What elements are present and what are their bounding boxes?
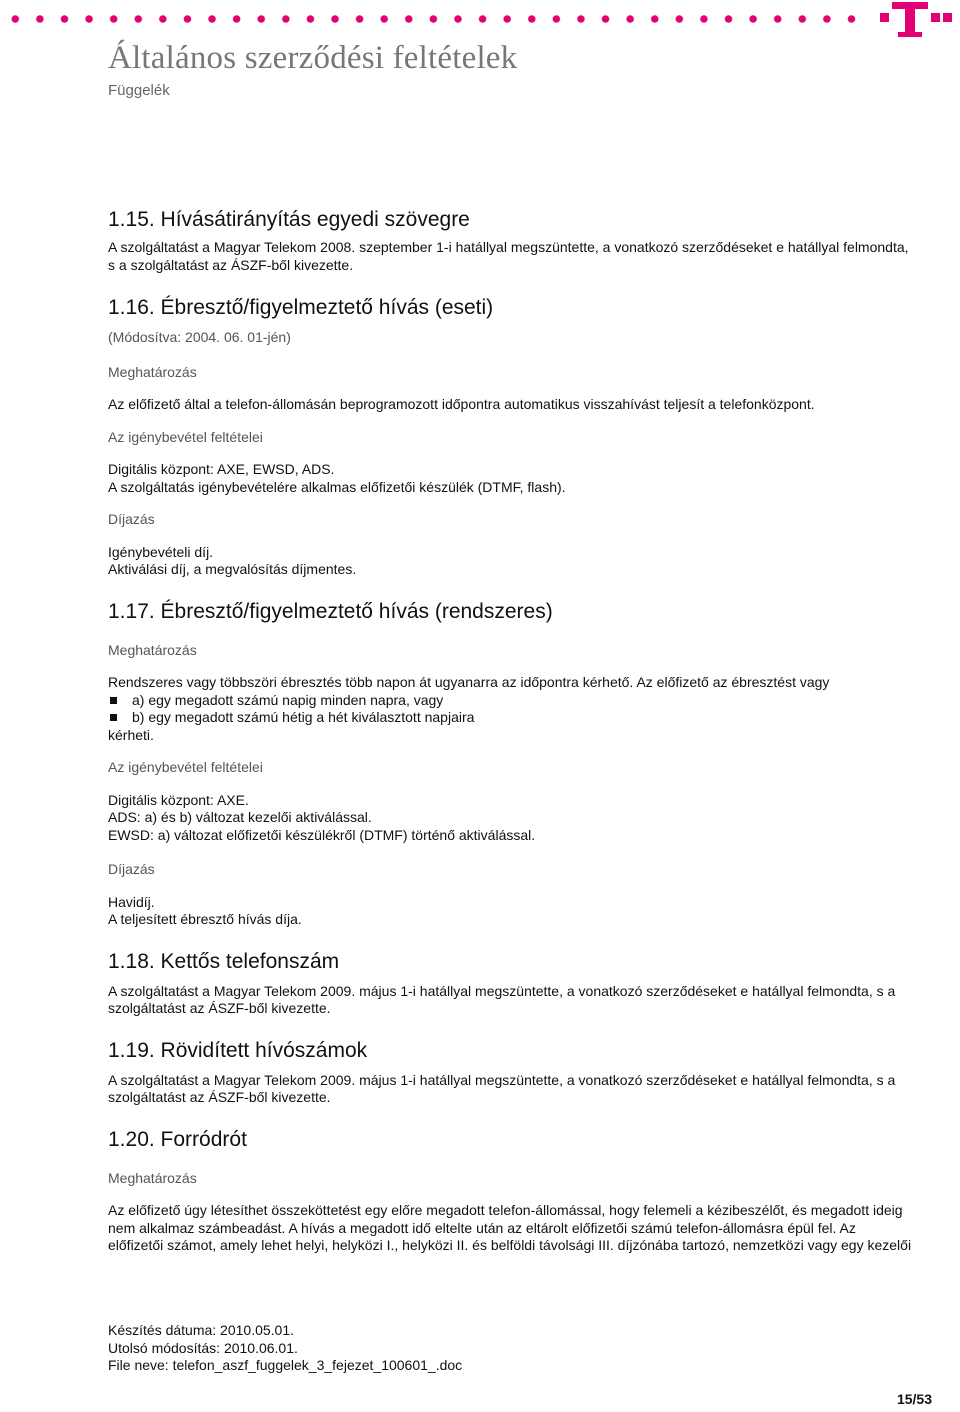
paragraph-line: Digitális központ: AXE. [108, 791, 249, 808]
modified-note: (Módosítva: 2004. 06. 01-jén) [108, 329, 291, 345]
paragraph-line: Digitális központ: AXE, EWSD, ADS. [108, 461, 335, 477]
paragraph-line: Aktiválási díj, a megvalósítás díjmentes. [108, 561, 357, 577]
paragraph-line: előfizetői számot, amely lehet helyi, helyközi I., helyközi II. és belföldi távolsági III. díjzónába tartozó, nemzetközi vagy egy kezelői [108, 1237, 912, 1253]
paragraph-line: A szolgáltatást a Magyar Telekom 2009. május 1-i hatállyal megszüntette, a vonatkozó szerződéseket e hatállyal felmondta, s a [108, 982, 896, 999]
heading-1-18: 1.18. Kettős telefonszám [108, 949, 340, 973]
document-body [108, 207, 933, 1255]
footer-created-date: Készítés dátuma: 2010.05.01. [108, 1322, 295, 1338]
paragraph-line: A szolgáltatás igénybevételére alkalmas előfizetői készülék (DTMF, flash). [108, 478, 566, 495]
label-conditions: Az igénybevétel feltételei [108, 759, 263, 775]
document-title: Általános szerződési feltételek [108, 40, 518, 76]
brand-dot-line [0, 14, 870, 24]
paragraph-line: Az előfizető úgy létesíthet összeköttetést egy előre megadott telefon-állomással, hogy felemeli a kézibeszélőt, és megadott ideig [108, 1202, 903, 1218]
label-definition: Meghatározás [108, 1169, 197, 1186]
paragraph-line: EWSD: a) változat előfizetői készülékről (DTMF) történő aktiválással. [108, 826, 536, 843]
paragraph-line: szolgáltatást az ÁSZF-ből kivezette. [108, 1089, 331, 1105]
telekom-t-logo [880, 0, 954, 40]
bullet-list [108, 692, 933, 727]
footer-modified-date: Utolsó módosítás: 2010.06.01. [108, 1339, 298, 1356]
list-item: a) egy megadott számú napig minden napra, vagy [108, 692, 933, 710]
heading-1-19: 1.19. Rövidített hívószámok [108, 1038, 368, 1062]
label-definition: Meghatározás [108, 363, 197, 380]
document-subtitle: Függelék [108, 82, 170, 99]
paragraph-line: szolgáltatást az ÁSZF-ből kivezette. [108, 1000, 331, 1016]
paragraph-line: kérheti. [108, 726, 154, 743]
label-fees: Díjazás [108, 861, 155, 877]
paragraph-line: Rendszeres vagy többszöri ébresztés több napon át ugyanarra az időpontra kérhető. Az előfizető az ébresztést vagy [108, 674, 830, 690]
paragraph-line: A szolgáltatást a Magyar Telekom 2009. május 1-i hatállyal megszüntette, a vonatkozó szerződéseket e hatállyal felmondta, s a [108, 1071, 896, 1088]
paragraph-line: nem alkalmaz számbeadást. A hívás a megadott idő eltelte után az eltárolt előfizetői számú telefon-állomásra épül fel. Az [108, 1219, 856, 1236]
footer-filename: File neve: telefon_aszf_fuggelek_3_fejezet_100601_.doc [108, 1357, 463, 1373]
paragraph-line: Igénybevételi díj. [108, 543, 214, 560]
paragraph-line: Havidíj. [108, 893, 155, 910]
label-definition: Meghatározás [108, 641, 197, 658]
label-fees: Díjazás [108, 511, 155, 527]
page-footer [108, 1322, 462, 1375]
heading-1-16: 1.16. Ébresztő/figyelmeztető hívás (eseti) [108, 296, 494, 319]
paragraph-line: A teljesített ébresztő hívás díja. [108, 911, 302, 927]
heading-1-15: 1.15. Hívásátirányítás egyedi szövegre [108, 208, 470, 231]
paragraph-line: ADS: a) és b) változat kezelői aktiválással. [108, 809, 372, 825]
paragraph-line: A szolgáltatást a Magyar Telekom 2008. szeptember 1-i hatállyal megszüntette, a vonatkozó szerződéseket e hatállyal felmondta, [108, 239, 909, 255]
heading-1-17: 1.17. Ébresztő/figyelmeztető hívás (rendszeres) [108, 599, 553, 623]
list-item: b) egy megadott számú hétig a hét kiválasztott napjaira [108, 709, 933, 727]
paragraph-line: s a szolgáltatást az ÁSZF-ből kivezette. [108, 256, 354, 273]
page-number: 15/53 [896, 1391, 932, 1407]
paragraph-line: Az előfizető által a telefon-állomásán beprogramozott időpontra automatikus visszahívást teljesít a telefonközpont. [108, 396, 815, 412]
label-conditions: Az igénybevétel feltételei [108, 428, 263, 445]
heading-1-20: 1.20. Forródrót [108, 1127, 247, 1151]
